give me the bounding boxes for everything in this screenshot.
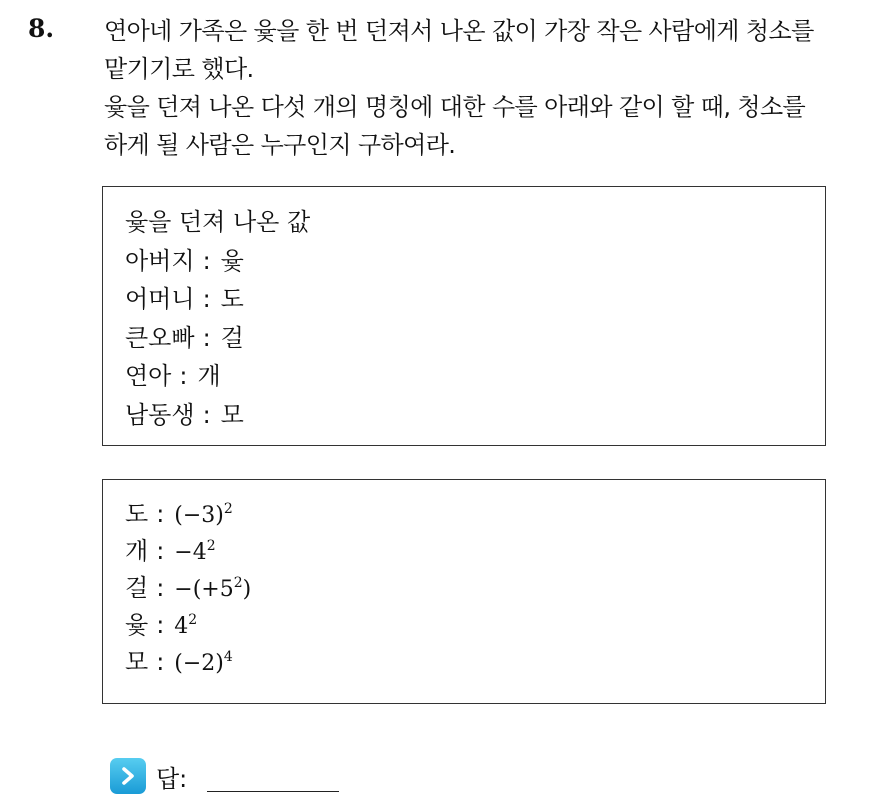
- colon: :: [156, 611, 165, 639]
- colon: :: [202, 323, 211, 352]
- value-expression: $(-3)^2$: [174, 501, 233, 528]
- colon: :: [156, 574, 165, 602]
- yut-value-row: [125, 644, 251, 681]
- yut-name: 윷: [125, 611, 149, 639]
- question-line: 맡기기로 했다.: [104, 55, 254, 83]
- throw-result-row: [125, 396, 310, 435]
- yut-name: 도: [125, 500, 149, 528]
- yut-values-list: [125, 496, 251, 681]
- question-text: [104, 12, 874, 164]
- yut-result: 걸: [220, 323, 244, 352]
- colon: :: [156, 648, 165, 676]
- yut-value-row: [125, 533, 251, 570]
- person-name: 어머니: [125, 285, 195, 313]
- value-expression: $-(+5^2)$: [174, 575, 252, 602]
- colon: :: [202, 246, 211, 275]
- yut-value-row: [125, 607, 251, 644]
- yut-value-row: [125, 570, 251, 607]
- throw-results-title: 윷을 던져 나온 값: [125, 208, 311, 236]
- colon: :: [156, 500, 165, 528]
- throw-results-box: [102, 186, 826, 446]
- person-name: 연아: [125, 362, 172, 390]
- yut-result: 개: [197, 362, 221, 390]
- chevron-right-icon: [110, 758, 146, 794]
- throw-result-row: [125, 280, 310, 319]
- yut-value-row: [125, 496, 251, 533]
- answer-label: 답:: [156, 764, 188, 793]
- yut-name: 걸: [125, 574, 149, 602]
- person-name: 큰오빠: [125, 323, 195, 352]
- yut-name: 모: [125, 648, 149, 676]
- yut-result: 모: [220, 400, 244, 429]
- yut-values-box: [102, 479, 826, 704]
- person-name: 남동생: [125, 400, 195, 429]
- colon: :: [179, 362, 188, 390]
- question-line: 하게 될 사람은 누구인지 구하여라.: [104, 131, 456, 159]
- yut-result: 윷: [220, 246, 244, 275]
- colon: :: [202, 285, 211, 313]
- throw-result-row: [125, 319, 310, 358]
- value-expression: $(-2)^4$: [174, 649, 233, 676]
- throw-result-row: [125, 357, 310, 396]
- colon: :: [156, 537, 165, 565]
- answer-area: [110, 756, 339, 796]
- question-line: 연아네 가족은 윷을 한 번 던져서 나온 값이 가장 작은 사람에게 청소를: [104, 17, 814, 45]
- yut-name: 개: [125, 537, 149, 565]
- question-line: 윷을 던져 나온 다섯 개의 명칭에 대한 수를 아래와 같이 할 때, 청소를: [104, 93, 806, 121]
- answer-blank[interactable]: [207, 761, 339, 792]
- colon: :: [202, 400, 211, 429]
- person-name: 아버지: [125, 246, 195, 275]
- throw-results-list: [125, 203, 310, 434]
- throw-result-row: [125, 242, 310, 281]
- value-expression: $-4^2$: [174, 538, 216, 565]
- yut-result: 도: [220, 285, 244, 313]
- problem-number: 8.: [28, 14, 55, 43]
- value-expression: $4^2$: [174, 612, 198, 639]
